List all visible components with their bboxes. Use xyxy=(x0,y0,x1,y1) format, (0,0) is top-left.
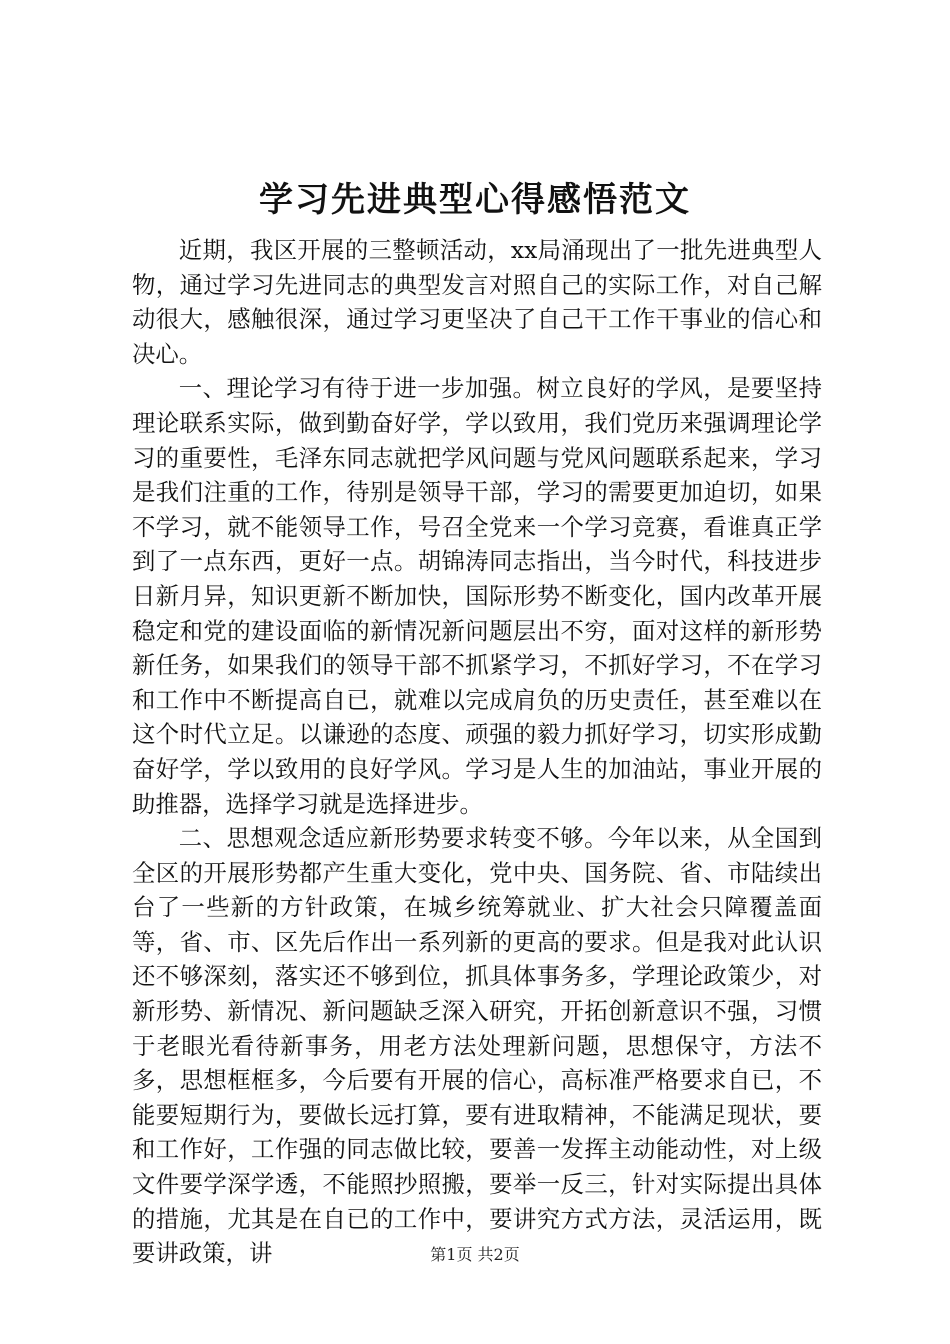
document-title: 学习先进典型心得感悟范文 xyxy=(259,180,691,220)
paragraph-mindset-change: 二、思想观念适应新形势要求转变不够。今年以来，从全国到全区的开展形势都产生重大变化，党中央、国务院、省、市陆续出台了一些新的方针政策，在城乡统筹就业、扩大社会只障覆盖面等，省、市、区先后作出一系列新的更高的要求。但是我对此认识还不够深刻，落实还不够到位，抓具体事务多，学理论政策少，对新形势、新情况、新问题缺乏深入研究，开拓创新意识不强，习惯于老眼光看待新事务，用老方法处理新问题，思想保守，方法不多，思想框框多，今后要有开展的信心，高标准严格要求自已，不能要短期行为，要做长远打算，要有进取精神，不能满足现状，要和工作好，工作强的同志做比较，要善一发挥主动能动性，对上级文件要学深学透，不能照抄照搬，要举一反三，针对实际提出具体的措施，尤其是在自已的工作中，要讲究方式方法，灵活运用，既要讲政策，讲 xyxy=(132,824,822,1268)
paragraph-theory-study: 一、理论学习有待于进一步加强。树立良好的学风，是要坚持理论联系实际，做到勤奋好学，学以致用，我们党历来强调理论学习的重要性，毛泽东同志就把学风问题与党风问题联系起来，学习是我们注重的工作，待别是领导干部，学习的需要更加迫切，如果不学习，就不能领导工作，号召全党来一个学习竞赛，看谁真正学到了一点东西，更好一点。胡锦涛同志指出，当今时代，科技进步日新月异，知识更新不断加快，国际形势不断变化，国内改革开展稳定和党的建设面临的新情况新问题层出不穷，面对这样的新形势新任务，如果我们的领导干部不抓紧学习，不抓好学习，不在学习和工作中不断提高自已，就难以完成肩负的历史责任，甚至难以在这个时代立足。以谦逊的态度、顽强的毅力抓好学习，切实形成勤奋好学，学以致用的良好学风。学习是人生的加油站，事业开展的助推器，选择学习就是选择进步。 xyxy=(132,374,822,818)
paragraph-intro: 近期，我区开展的三整顿活动，xx局涌现出了一批先进典型人物，通过学习先进同志的典型发言对照自己的实际工作，对自己解动很大，感触很深，通过学习更坚决了自己干工作干事业的信心和决心。 xyxy=(132,236,822,368)
document-body xyxy=(132,233,822,1271)
page-number-footer: 第1页 共2页 xyxy=(430,1245,520,1264)
